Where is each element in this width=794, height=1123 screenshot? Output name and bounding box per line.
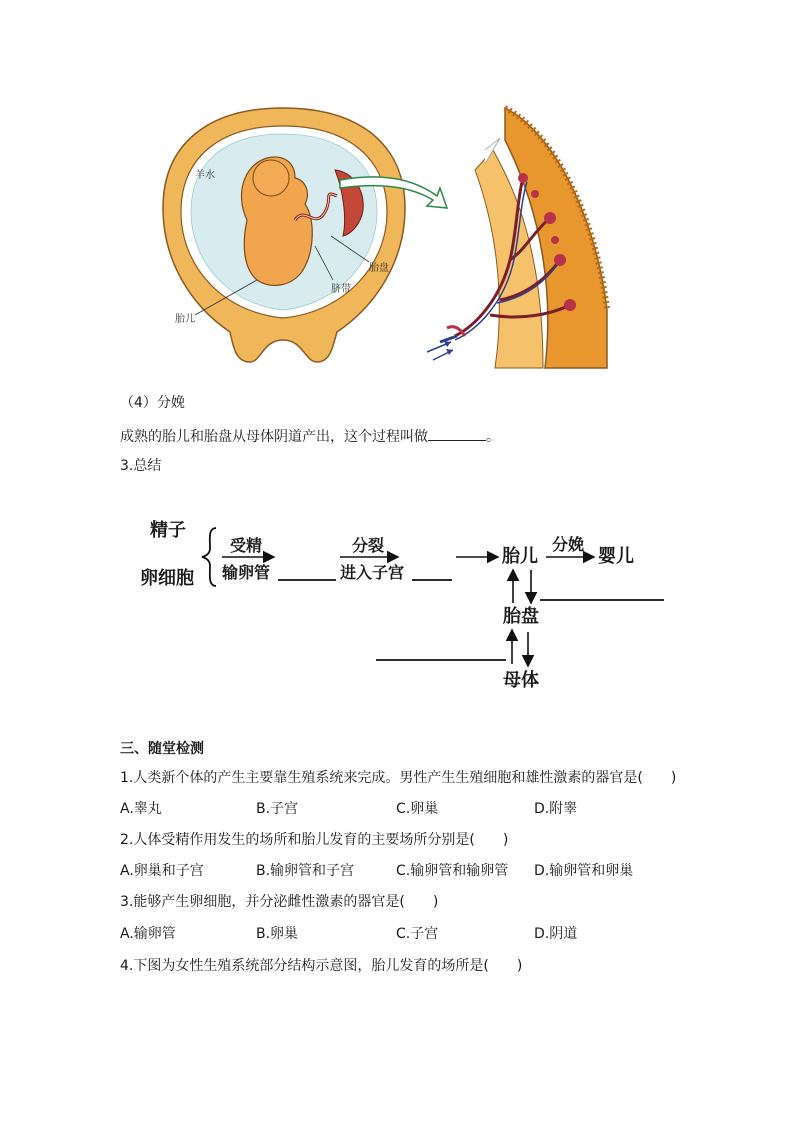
q3-option-b[interactable]: B.卵巢 xyxy=(256,926,299,942)
q2-option-d[interactable]: D.输卵管和卵巢 xyxy=(534,863,634,879)
flow-oviduct: 输卵管 xyxy=(222,563,271,582)
flow-fetus: 胎儿 xyxy=(502,546,538,567)
q2-option-a[interactable]: A.卵巢和子宫 xyxy=(120,863,204,879)
flow-division: 分裂 xyxy=(352,536,385,555)
flow-mother: 母体 xyxy=(503,670,539,691)
delivery-sentence-text: 成熟的胎儿和胎盘从母体阴道产出，这个过程叫做 xyxy=(120,429,428,445)
q3-option-c[interactable]: C.子宫 xyxy=(396,926,439,942)
delivery-sentence-end: 。 xyxy=(486,429,500,445)
flow-into-uterus: 进入子宫 xyxy=(340,563,405,582)
flow-delivery: 分娩 xyxy=(552,535,585,554)
question-2: 2.人体受精作用发生的场所和胎儿发育的主要场所分别是( ) xyxy=(120,832,509,848)
amniotic-fluid-label: 羊水 xyxy=(195,170,215,181)
q1-option-b[interactable]: B.子宫 xyxy=(256,801,299,817)
flow-brace xyxy=(202,528,216,586)
q1-option-d[interactable]: D.附睾 xyxy=(534,801,578,817)
delivery-heading: （4）分娩 xyxy=(120,395,185,411)
q3-option-d[interactable]: D.阴道 xyxy=(534,926,578,942)
flow-egg: 卵细胞 xyxy=(140,568,194,589)
q3-option-a[interactable]: A.输卵管 xyxy=(120,926,176,942)
flow-placenta: 胎盘 xyxy=(503,606,539,627)
q2-option-c[interactable]: C.输卵管和输卵管 xyxy=(396,863,509,879)
summary-heading: 3.总结 xyxy=(120,458,162,474)
q1-option-c[interactable]: C.卵巢 xyxy=(396,801,439,817)
question-1: 1.人类新个体的产生主要靠生殖系统来完成。男性产生生殖细胞和雄性激素的器官是( ) xyxy=(120,770,677,786)
flow-baby: 婴儿 xyxy=(598,546,634,567)
flow-fertilization: 受精 xyxy=(230,536,263,555)
question-3: 3.能够产生卵细胞，并分泌雌性激素的器官是( ) xyxy=(120,894,439,910)
q1-option-a[interactable]: A.睾丸 xyxy=(120,801,162,817)
q2-option-b[interactable]: B.输卵管和子宫 xyxy=(256,863,355,879)
question-4: 4.下图为女性生殖系统部分结构示意图，胎儿发育的场所是( ) xyxy=(120,958,523,974)
flow-sperm: 精子 xyxy=(150,520,186,541)
umbilical-cord-label: 脐带 xyxy=(331,284,351,295)
fetus-label: 胎儿 xyxy=(175,314,195,325)
placenta-label: 胎盘 xyxy=(369,263,389,274)
quiz-heading: 三、随堂检测 xyxy=(120,741,204,757)
